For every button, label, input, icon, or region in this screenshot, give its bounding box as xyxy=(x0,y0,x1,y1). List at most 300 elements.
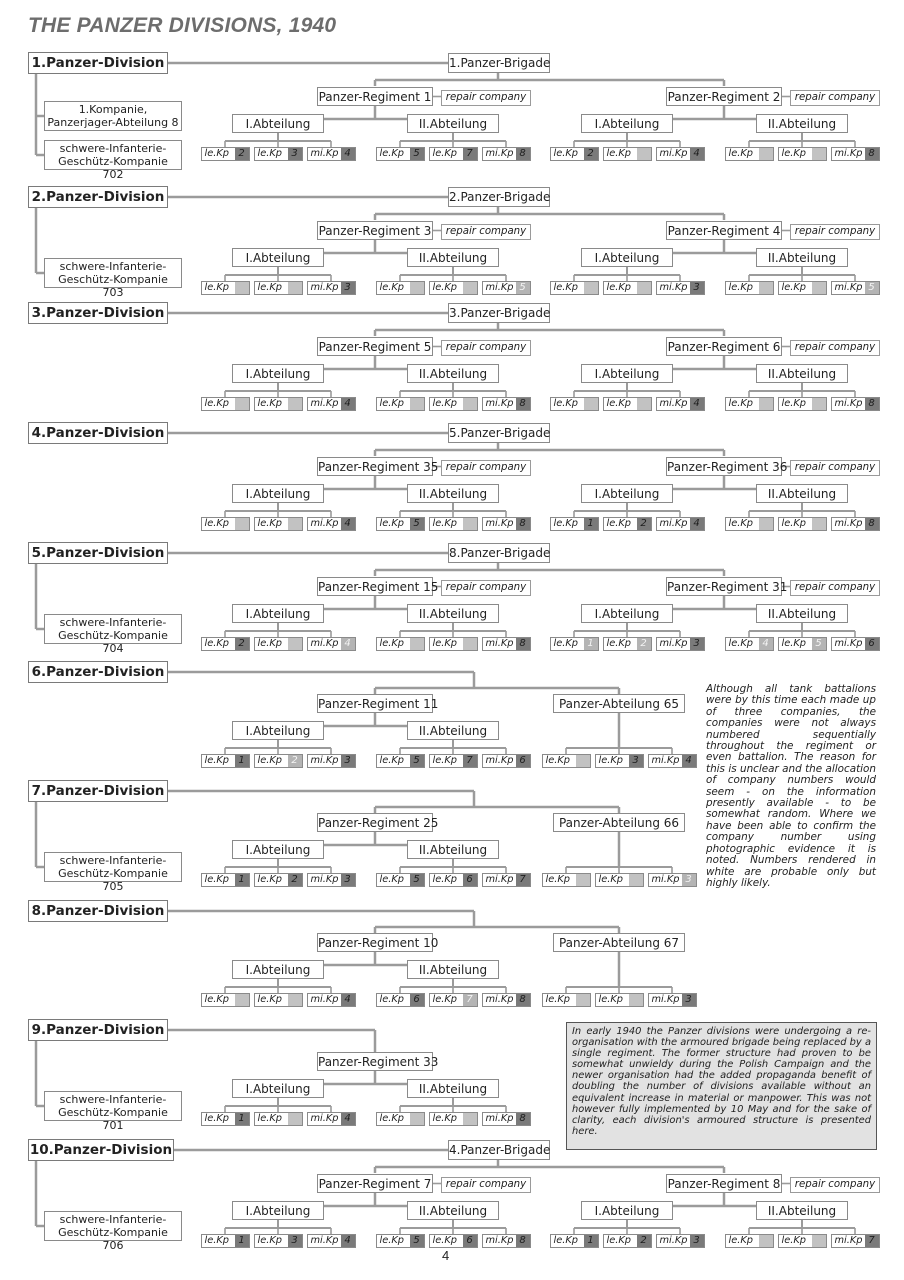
repair-company-box: repair company xyxy=(441,580,531,596)
company-number xyxy=(584,398,598,410)
company-number xyxy=(410,282,424,294)
company-number xyxy=(576,994,590,1006)
company-type: le.Kp xyxy=(379,755,405,766)
company-type: mi.Kp xyxy=(310,148,339,159)
company-box xyxy=(376,873,425,887)
attached-unit-box: 1.Kompanie, Panzerjager-Abteilung 8 xyxy=(44,101,182,131)
company-box xyxy=(429,517,478,531)
company-number: 3 xyxy=(682,874,696,886)
battalion-box: I.Abteilung xyxy=(232,960,324,979)
company-box xyxy=(429,637,478,651)
company-type: mi.Kp xyxy=(659,518,688,529)
company-type: le.Kp xyxy=(379,638,405,649)
company-box xyxy=(201,1234,250,1248)
company-box xyxy=(429,873,478,887)
company-number: 8 xyxy=(516,518,530,530)
company-type: mi.Kp xyxy=(310,1113,339,1124)
company-number xyxy=(235,518,249,530)
battalion-box: I.Abteilung xyxy=(232,364,324,383)
company-box xyxy=(778,1234,827,1248)
company-numbering-note: Although all tank battalions were by this time each made up of three companies, the companies were not always numbered sequentially throughout the regiment or even battalion. The reason for this is unclear and the allocation of company numbers would seem - on the information presently available - to be somewhat random. Where we have been able to confirm the company number using photographic evidence it is noted. Numbers rendered in white are probable only but highly likely. xyxy=(706,683,876,889)
battalion-box: II.Abteilung xyxy=(756,114,848,133)
regiment-box: Panzer-Regiment 11 xyxy=(317,694,433,713)
battalion-box: I.Abteilung xyxy=(232,1201,324,1220)
company-number xyxy=(410,638,424,650)
regiment-box: Panzer-Regiment 4 xyxy=(666,221,782,240)
company-box xyxy=(648,993,697,1007)
company-type: le.Kp xyxy=(606,638,632,649)
company-type: le.Kp xyxy=(204,282,230,293)
company-box xyxy=(307,397,356,411)
company-number: 3 xyxy=(341,282,355,294)
company-number xyxy=(629,874,643,886)
battalion-box: I.Abteilung xyxy=(581,114,673,133)
battalion-box: I.Abteilung xyxy=(232,604,324,623)
company-type: mi.Kp xyxy=(485,398,514,409)
company-number: 2 xyxy=(637,638,651,650)
battalion-box: II.Abteilung xyxy=(756,1201,848,1220)
repair-company-box: repair company xyxy=(790,224,880,240)
regiment-box: Panzer-Regiment 15 xyxy=(317,577,433,596)
company-number: 1 xyxy=(235,1235,249,1247)
company-box xyxy=(482,281,531,295)
company-type: le.Kp xyxy=(606,518,632,529)
company-type: le.Kp xyxy=(257,874,283,885)
company-type: mi.Kp xyxy=(834,518,863,529)
company-number: 3 xyxy=(341,874,355,886)
company-box xyxy=(254,397,303,411)
attached-unit-box: schwere-Infanterie- Geschütz-Kompanie 705 xyxy=(44,852,182,882)
company-type: mi.Kp xyxy=(310,1235,339,1246)
company-box xyxy=(482,1234,531,1248)
attached-unit-box: schwere-Infanterie- Geschütz-Kompanie 702 xyxy=(44,140,182,170)
regiment-box: Panzer-Regiment 35 xyxy=(317,457,433,476)
company-box xyxy=(550,1234,599,1248)
page-number: 4 xyxy=(442,1248,450,1263)
regiment-box: Panzer-Regiment 10 xyxy=(317,933,433,952)
company-type: mi.Kp xyxy=(310,755,339,766)
company-type: le.Kp xyxy=(553,638,579,649)
company-number: 4 xyxy=(690,398,704,410)
company-box xyxy=(429,281,478,295)
company-box xyxy=(201,397,250,411)
company-number xyxy=(463,398,477,410)
division-box: 10.Panzer-Division xyxy=(28,1139,174,1161)
company-box xyxy=(201,993,250,1007)
division-box: 6.Panzer-Division xyxy=(28,661,168,683)
company-box xyxy=(307,637,356,651)
company-number: 5 xyxy=(410,518,424,530)
company-number xyxy=(812,282,826,294)
company-box xyxy=(429,754,478,768)
regiment-box: Panzer-Regiment 5 xyxy=(317,337,433,356)
company-number: 8 xyxy=(516,398,530,410)
battalion-box: II.Abteilung xyxy=(756,248,848,267)
company-type: mi.Kp xyxy=(659,282,688,293)
company-type: mi.Kp xyxy=(485,874,514,885)
company-box xyxy=(482,517,531,531)
company-type: le.Kp xyxy=(379,994,405,1005)
company-box xyxy=(201,517,250,531)
company-box xyxy=(376,637,425,651)
regiment-box: Panzer-Abteilung 65 xyxy=(553,694,685,713)
company-number xyxy=(629,994,643,1006)
company-number: 6 xyxy=(516,755,530,767)
company-box xyxy=(307,281,356,295)
regiment-box: Panzer-Regiment 2 xyxy=(666,87,782,106)
company-box xyxy=(831,517,880,531)
company-type: le.Kp xyxy=(432,148,458,159)
company-type: le.Kp xyxy=(204,755,230,766)
company-box xyxy=(376,1112,425,1126)
company-type: le.Kp xyxy=(553,282,579,293)
company-box xyxy=(376,993,425,1007)
company-number: 2 xyxy=(288,874,302,886)
company-number: 1 xyxy=(235,1113,249,1125)
company-type: le.Kp xyxy=(606,148,632,159)
company-box xyxy=(307,1234,356,1248)
company-type: mi.Kp xyxy=(834,398,863,409)
company-box xyxy=(254,637,303,651)
company-number xyxy=(288,282,302,294)
company-type: le.Kp xyxy=(257,1113,283,1124)
company-number: 6 xyxy=(865,638,879,650)
company-box xyxy=(550,147,599,161)
company-type: le.Kp xyxy=(257,148,283,159)
company-box xyxy=(429,397,478,411)
company-type: le.Kp xyxy=(553,1235,579,1246)
company-box xyxy=(778,147,827,161)
company-type: le.Kp xyxy=(781,518,807,529)
company-box xyxy=(429,1234,478,1248)
company-type: mi.Kp xyxy=(834,282,863,293)
company-box xyxy=(254,517,303,531)
company-box xyxy=(307,993,356,1007)
company-number xyxy=(637,148,651,160)
division-box: 4.Panzer-Division xyxy=(28,422,168,444)
company-number xyxy=(759,282,773,294)
company-box xyxy=(201,637,250,651)
regiment-box: Panzer-Abteilung 66 xyxy=(553,813,685,832)
company-box xyxy=(376,754,425,768)
battalion-box: II.Abteilung xyxy=(407,1079,499,1098)
company-box xyxy=(725,517,774,531)
division-box: 5.Panzer-Division xyxy=(28,542,168,564)
company-type: le.Kp xyxy=(204,518,230,529)
company-number: 2 xyxy=(235,148,249,160)
company-number: 3 xyxy=(690,282,704,294)
company-type: le.Kp xyxy=(257,518,283,529)
company-box xyxy=(725,281,774,295)
company-type: mi.Kp xyxy=(310,282,339,293)
division-box: 1.Panzer-Division xyxy=(28,52,168,74)
company-type: le.Kp xyxy=(598,874,624,885)
company-type: le.Kp xyxy=(545,874,571,885)
company-type: mi.Kp xyxy=(834,638,863,649)
company-type: le.Kp xyxy=(553,148,579,159)
company-box xyxy=(656,147,705,161)
company-box xyxy=(254,281,303,295)
company-box xyxy=(307,1112,356,1126)
company-number: 1 xyxy=(235,874,249,886)
company-number: 5 xyxy=(410,874,424,886)
company-number: 1 xyxy=(584,1235,598,1247)
company-type: mi.Kp xyxy=(485,282,514,293)
battalion-box: I.Abteilung xyxy=(232,114,324,133)
company-number: 8 xyxy=(516,148,530,160)
company-box xyxy=(550,517,599,531)
company-type: le.Kp xyxy=(204,638,230,649)
company-box xyxy=(542,754,591,768)
company-type: mi.Kp xyxy=(659,638,688,649)
company-number: 3 xyxy=(288,148,302,160)
company-type: mi.Kp xyxy=(659,148,688,159)
company-box xyxy=(603,281,652,295)
battalion-box: II.Abteilung xyxy=(407,114,499,133)
intro-textbox: In early 1940 the Panzer divisions were undergoing a re-organisation with the armoured brigade being replaced by a single regiment. The former structure had proven to be somewhat unwieldy during the Polish Campaign and the newer organisation had the added propaganda benefit of doubling the number of divisions available without an equivalent increase in material or manpower. This was not however fully implemented by 10 May and for the sake of clarity, each division's armoured structure is presented here. xyxy=(566,1022,877,1150)
company-number xyxy=(410,1113,424,1125)
company-type: le.Kp xyxy=(432,994,458,1005)
company-box xyxy=(550,637,599,651)
company-box xyxy=(778,517,827,531)
company-type: le.Kp xyxy=(257,1235,283,1246)
company-box xyxy=(778,637,827,651)
company-box xyxy=(254,147,303,161)
battalion-box: I.Abteilung xyxy=(581,1201,673,1220)
company-box xyxy=(429,147,478,161)
company-type: le.Kp xyxy=(545,994,571,1005)
company-type: le.Kp xyxy=(379,874,405,885)
company-type: le.Kp xyxy=(204,398,230,409)
company-number xyxy=(812,148,826,160)
company-box xyxy=(542,873,591,887)
repair-company-box: repair company xyxy=(441,224,531,240)
company-type: le.Kp xyxy=(379,282,405,293)
company-number xyxy=(288,398,302,410)
company-box xyxy=(376,281,425,295)
company-number: 7 xyxy=(516,874,530,886)
company-type: le.Kp xyxy=(728,638,754,649)
company-number: 5 xyxy=(410,755,424,767)
company-number xyxy=(812,1235,826,1247)
division-box: 3.Panzer-Division xyxy=(28,302,168,324)
company-box xyxy=(254,993,303,1007)
battalion-box: I.Abteilung xyxy=(232,721,324,740)
company-box xyxy=(831,281,880,295)
company-type: mi.Kp xyxy=(310,638,339,649)
division-box: 2.Panzer-Division xyxy=(28,186,168,208)
company-type: mi.Kp xyxy=(485,994,514,1005)
company-box xyxy=(429,993,478,1007)
company-box xyxy=(831,1234,880,1248)
company-number: 1 xyxy=(584,638,598,650)
repair-company-box: repair company xyxy=(790,340,880,356)
brigade-box: 3.Panzer-Brigade xyxy=(448,303,550,323)
company-type: le.Kp xyxy=(432,518,458,529)
company-box xyxy=(482,1112,531,1126)
brigade-box: 4.Panzer-Brigade xyxy=(448,1140,550,1160)
company-number xyxy=(584,282,598,294)
brigade-box: 1.Panzer-Brigade xyxy=(448,53,550,73)
company-number: 2 xyxy=(288,755,302,767)
company-type: mi.Kp xyxy=(651,874,680,885)
company-box xyxy=(550,397,599,411)
company-type: le.Kp xyxy=(781,1235,807,1246)
company-number: 8 xyxy=(865,398,879,410)
company-type: mi.Kp xyxy=(834,148,863,159)
company-number xyxy=(288,1113,302,1125)
company-box xyxy=(656,397,705,411)
company-type: le.Kp xyxy=(781,148,807,159)
company-number: 5 xyxy=(812,638,826,650)
company-box xyxy=(376,1234,425,1248)
company-box xyxy=(254,873,303,887)
company-number xyxy=(576,755,590,767)
company-type: le.Kp xyxy=(257,282,283,293)
company-type: mi.Kp xyxy=(485,638,514,649)
division-box: 7.Panzer-Division xyxy=(28,780,168,802)
battalion-box: I.Abteilung xyxy=(232,484,324,503)
company-box xyxy=(603,1234,652,1248)
company-number: 4 xyxy=(759,638,773,650)
company-type: le.Kp xyxy=(598,994,624,1005)
company-box xyxy=(595,873,644,887)
company-box xyxy=(429,1112,478,1126)
company-number: 8 xyxy=(865,148,879,160)
battalion-box: II.Abteilung xyxy=(756,484,848,503)
company-number: 8 xyxy=(516,994,530,1006)
battalion-box: II.Abteilung xyxy=(407,364,499,383)
company-type: mi.Kp xyxy=(485,148,514,159)
company-type: mi.Kp xyxy=(485,755,514,766)
company-type: le.Kp xyxy=(432,638,458,649)
company-number: 5 xyxy=(865,282,879,294)
company-number: 2 xyxy=(235,638,249,650)
repair-company-box: repair company xyxy=(441,90,531,106)
brigade-box: 2.Panzer-Brigade xyxy=(448,187,550,207)
company-type: mi.Kp xyxy=(659,1235,688,1246)
company-number: 8 xyxy=(516,638,530,650)
company-number: 2 xyxy=(584,148,598,160)
battalion-box: I.Abteilung xyxy=(581,484,673,503)
battalion-box: II.Abteilung xyxy=(407,604,499,623)
company-type: le.Kp xyxy=(432,755,458,766)
company-box xyxy=(656,281,705,295)
company-box xyxy=(482,637,531,651)
company-box xyxy=(201,281,250,295)
company-number: 7 xyxy=(463,148,477,160)
company-type: le.Kp xyxy=(432,874,458,885)
company-box xyxy=(376,147,425,161)
company-number: 4 xyxy=(690,518,704,530)
repair-company-box: repair company xyxy=(441,1177,531,1193)
company-box xyxy=(725,637,774,651)
company-number: 5 xyxy=(516,282,530,294)
company-number xyxy=(576,874,590,886)
battalion-box: II.Abteilung xyxy=(407,840,499,859)
company-box xyxy=(831,147,880,161)
company-type: le.Kp xyxy=(379,1235,405,1246)
company-box xyxy=(648,873,697,887)
regiment-box: Panzer-Regiment 36 xyxy=(666,457,782,476)
company-box xyxy=(376,397,425,411)
attached-unit-box: schwere-Infanterie- Geschütz-Kompanie 706 xyxy=(44,1211,182,1241)
company-number xyxy=(812,398,826,410)
company-box xyxy=(603,517,652,531)
company-type: le.Kp xyxy=(257,755,283,766)
regiment-box: Panzer-Regiment 8 xyxy=(666,1174,782,1193)
company-box xyxy=(482,754,531,768)
company-number xyxy=(759,1235,773,1247)
company-number: 1 xyxy=(235,755,249,767)
battalion-box: I.Abteilung xyxy=(581,248,673,267)
company-number xyxy=(463,518,477,530)
company-number: 2 xyxy=(637,1235,651,1247)
company-number: 4 xyxy=(341,518,355,530)
company-type: mi.Kp xyxy=(651,994,680,1005)
company-number xyxy=(759,518,773,530)
company-box xyxy=(482,873,531,887)
company-number: 5 xyxy=(410,148,424,160)
battalion-box: II.Abteilung xyxy=(407,484,499,503)
company-number: 4 xyxy=(341,398,355,410)
company-type: le.Kp xyxy=(432,1235,458,1246)
company-type: le.Kp xyxy=(204,874,230,885)
company-number: 3 xyxy=(682,994,696,1006)
company-number xyxy=(410,398,424,410)
repair-company-box: repair company xyxy=(441,460,531,476)
company-number xyxy=(463,1113,477,1125)
company-number xyxy=(463,282,477,294)
company-type: le.Kp xyxy=(379,518,405,529)
page-title: THE PANZER DIVISIONS, 1940 xyxy=(28,14,337,37)
company-number: 3 xyxy=(690,638,704,650)
company-type: mi.Kp xyxy=(485,1235,514,1246)
company-number: 4 xyxy=(341,1113,355,1125)
regiment-box: Panzer-Regiment 7 xyxy=(317,1174,433,1193)
company-type: le.Kp xyxy=(598,755,624,766)
regiment-box: Panzer-Abteilung 67 xyxy=(553,933,685,952)
company-type: le.Kp xyxy=(545,755,571,766)
regiment-box: Panzer-Regiment 33 xyxy=(317,1052,433,1071)
company-number xyxy=(463,638,477,650)
company-box xyxy=(831,397,880,411)
company-type: le.Kp xyxy=(432,282,458,293)
company-type: mi.Kp xyxy=(485,1113,514,1124)
company-type: le.Kp xyxy=(728,1235,754,1246)
company-box xyxy=(648,754,697,768)
attached-unit-box: schwere-Infanterie- Geschütz-Kompanie 703 xyxy=(44,258,182,288)
company-box xyxy=(725,1234,774,1248)
company-type: le.Kp xyxy=(204,994,230,1005)
company-number: 4 xyxy=(341,994,355,1006)
company-type: le.Kp xyxy=(379,1113,405,1124)
company-box xyxy=(595,754,644,768)
company-number: 8 xyxy=(516,1235,530,1247)
regiment-box: Panzer-Regiment 25 xyxy=(317,813,433,832)
company-type: le.Kp xyxy=(432,398,458,409)
company-number: 4 xyxy=(682,755,696,767)
company-number: 1 xyxy=(584,518,598,530)
company-type: le.Kp xyxy=(204,1235,230,1246)
company-box xyxy=(831,637,880,651)
company-number: 4 xyxy=(690,148,704,160)
company-number xyxy=(637,398,651,410)
company-type: le.Kp xyxy=(379,148,405,159)
division-box: 8.Panzer-Division xyxy=(28,900,168,922)
division-box: 9.Panzer-Division xyxy=(28,1019,168,1041)
battalion-box: II.Abteilung xyxy=(756,364,848,383)
